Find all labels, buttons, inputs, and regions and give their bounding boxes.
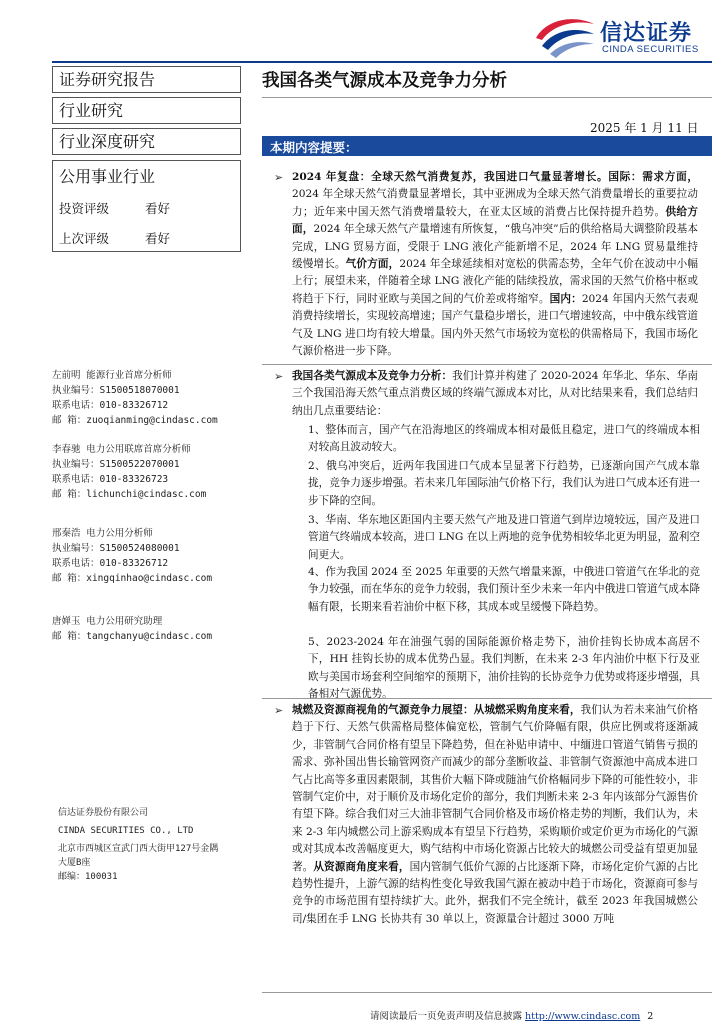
- report-date: 2025 年 1 月 11 日: [590, 121, 699, 135]
- company-address-line1: 北京市西城区宣武门西大街甲127号金隅: [58, 844, 219, 854]
- bullet-heading: 我国各类气源成本及竞争力分析：: [292, 370, 453, 382]
- company-name-en: CINDA SECURITIES CO., LTD: [58, 826, 194, 836]
- analyst-phone: 联系电话：010-83326723: [52, 474, 169, 485]
- bullet-text: 2024 年全球延续相对宽松的供需态势，全年气价在波动中小幅上行；展望未来，伴随着全球 LNG 液化产能的陆续投放，需求国的天然气价格中枢或将趋于下行，同时亚欧与美国之间的气价差或将缩窄。: [292, 258, 699, 305]
- conclusion-2: 2、俄乌冲突后，近两年我国进口气成本呈显著下行趋势，已逐渐向国产气成本靠拢，竞争力逐步增强。若未来几年国际油气价格下行，我们认为进口气成本还有进一步下降的空间。: [308, 460, 700, 507]
- analyst-block: [52, 368, 242, 428]
- summary-header: [262, 136, 712, 156]
- analyst-name-title: 左前明 能源行业首席分析师: [52, 370, 172, 381]
- company-name-cn: 信达证券股份有限公司: [58, 808, 149, 818]
- page-footer: [370, 1008, 653, 1022]
- rating-label: 投资评级: [59, 201, 110, 216]
- rating-box: [52, 160, 241, 252]
- brand-name-en: CINDA SECURITIES: [602, 44, 699, 55]
- analyst-phone: 联系电话：010-83326712: [52, 400, 169, 411]
- bullet-arrow-icon: ➢: [274, 704, 284, 717]
- company-info: [58, 806, 243, 884]
- analyst-license: 执业编号：S1500522070001: [52, 459, 180, 470]
- bullet-heading: 2024 年复盘：全球天然气消费复苏，我国进口气量显著增长。国际：需求方面，: [292, 171, 698, 183]
- bullet-text: 国内管制气低价气源的占比逐渐下降，市场化定价气源的占比趋势性提升，上游气源的结构性变化导致我国气源在被动中趋于市场化，资源商可参与竞争的市场范围有望持续扩大。此外，据我们不完全统计，截至 2023 年我国城燃公司/集团在手 LNG 长协共有 30 单以上，资源量合计超过 3000 万吨: [292, 860, 699, 925]
- page-number: 2: [647, 1011, 654, 1022]
- report-title: 我国各类气源成本及竞争力分析: [262, 71, 507, 91]
- analyst-license: 执业编号：S1500518070001: [52, 385, 180, 396]
- rating-row: [59, 199, 240, 217]
- section-divider: [262, 364, 712, 365]
- analyst-name-title: 李春驰 电力公用联席首席分析师: [52, 444, 191, 455]
- analyst-block: [52, 526, 242, 586]
- conclusion-4: 4、作为我国 2024 至 2025 年重要的天然气增量来源，中俄进口管道气在华北的竞争力较强，而在华东的竞争力较弱，我们预计至少未来一年内中俄进口管道气成本降幅有限，长期来看若油价中枢下移，其成本或呈缓慢下降趋势。: [308, 566, 700, 613]
- company-postcode: 邮编：100031: [58, 872, 118, 882]
- analyst-email[interactable]: 邮 箱：lichunchi@cindasc.com: [52, 489, 207, 500]
- bullet-text: 我们计算并构建了 2020-2024 年华北、华东、华南三个我国沿海天然气重点消费区域的终端气源成本对比，从对比结果来看，我们总结归纳出几点重要结论：: [292, 370, 699, 417]
- analyst-phone: 联系电话：010-83326712: [52, 558, 169, 569]
- report-category: 行业研究: [59, 101, 124, 120]
- analyst-name-title: 唐婵玉 电力公用研究助理: [52, 616, 163, 627]
- report-type-box: [52, 66, 241, 93]
- bullet-2024-review: [274, 169, 699, 360]
- website-link[interactable]: http://www.cindasc.com: [525, 1011, 641, 1022]
- brand-logo: [532, 14, 712, 58]
- bullet-arrow-icon: ➢: [274, 171, 284, 184]
- subcategory-box: [52, 128, 241, 155]
- header-divider: [52, 61, 712, 63]
- section-divider: [262, 698, 712, 699]
- conclusion-1: 1、整体而言，国产气在沿海地区的终端成本相对最低且稳定，进口气的终端成本相对较高且波动较大。: [308, 424, 700, 454]
- analyst-license: 执业编号：S1500524080001: [52, 543, 180, 554]
- bullet-text: 2024 年全球天然气消费量显著增长，其中亚洲成为全球天然气消费量增长的重要拉动力；近年来中国天然气消费增量较大，在亚太区域的消费占比保持提升趋势。: [292, 188, 698, 218]
- analyst-name-title: 邢秦浩 电力公用分析师: [52, 528, 153, 539]
- bullet-competitiveness-outlook: [274, 702, 699, 928]
- analyst-email[interactable]: 邮 箱：zuoqianming@cindasc.com: [52, 415, 218, 426]
- bullet-subheading: 国内：: [549, 292, 582, 305]
- report-type: 证券研究报告: [59, 70, 156, 89]
- report-subcategory: 行业深度研究: [59, 132, 156, 151]
- bullet-heading: 城燃及资源商视角的气源竞争力展望：从城燃采购角度来看，: [292, 704, 581, 716]
- summary-label: 本期内容提要：: [270, 140, 358, 155]
- category-box: [52, 97, 241, 124]
- analyst-block: [52, 442, 242, 502]
- company-address-line2: 大厦B座: [58, 858, 91, 868]
- brand-name-cn: 信达证券: [600, 21, 693, 46]
- bullet-subheading: 从资源商角度来看，: [313, 860, 410, 873]
- analyst-block: [52, 614, 242, 644]
- bullet-cost-analysis: [274, 368, 699, 420]
- bullet-text: 2024 年国内天然气表观消费持续增长，实现较高增速；国产气量稳步增长，进口气增速较高，中中俄东线管道气及 LNG 进口均有较大增量。国内外天然气市场较为宽松的供需格局下，我国市场化气源价格进一步下降。: [292, 292, 699, 358]
- rating-value: 看好: [145, 201, 171, 216]
- disclaimer-text: 请阅读最后一页免责声明及信息披露: [370, 1011, 523, 1022]
- analyst-email[interactable]: 邮 箱：tangchanyu@cindasc.com: [52, 631, 213, 642]
- conclusion-3: 3、华南、华东地区距国内主要天然气产地及进口管道气到岸边境较远，国产及进口管道气终端成本较高，进口 LNG 在以上两地的竞争优势相较华北更为明显，盈利空间更大。: [308, 514, 700, 561]
- bullet-subheading: 供给方面，: [292, 205, 698, 236]
- conclusion-5: 5、2023-2024 年在油强气弱的国际能源价格走势下，油价挂钩长协成本高居不下，HH 挂钩长协的成本优势凸显。我们判断，在未来 2-3 年内油价中枢下行及亚欧与美国市场套利空间缩窄的预期下，油价挂钩的长协竞争力优势或将逐步增强，具备相对气源优势。: [308, 636, 700, 701]
- prev-rating-row: [59, 229, 240, 247]
- bullet-text: 我们认为若未来油气价格趋于下行、天然气供需格局整体偏宽松，管制气气价降幅有限，供应比例或将逐渐减少，非管制气合同价格有望呈下降趋势，但在补贴申请中、中缅进口管道气销售亏损的需求、弥补国出售长输管网资产而减少的部分垄断收益、非管制气资源池中高成本进口气占比高等多重因素限制，其售价大幅下降或随油气价格幅同步下降的可能性较小，非管制气定价中，对于顺价及市场化定价的部分，我们判断未来 2-3 年内该部分气源售价有望下降。综合我们对三大油非管制气合同价格及市场价格走势的判断，我们认为，未来 2-3 年内城燃公司上游采购成本有望呈下行趋势，采购顺价或定价更为市场化的气源或对其成本改善幅度更大，购气结构中市场化资源占比较大的城燃公司受益有望更加显著。: [292, 704, 699, 873]
- title-divider: [262, 97, 712, 98]
- footer-divider: [262, 992, 712, 993]
- bullet-arrow-icon: ➢: [274, 370, 284, 383]
- industry-name: 公用事业行业: [59, 167, 156, 186]
- prev-rating-label: 上次评级: [59, 231, 110, 246]
- prev-rating-value: 看好: [145, 231, 171, 246]
- bullet-subheading: 气价方面，: [345, 258, 400, 271]
- logo-swoosh-icon: [532, 14, 598, 58]
- analyst-email[interactable]: 邮 箱：xingqinhao@cindasc.com: [52, 573, 213, 584]
- bullet-text: 2024 年全球天然气产量增速有所恢复，“俄乌冲突”后的供给格局大调整阶段基本完成，LNG 贸易方面，受限于 LNG 液化产能新增不足，2024 年 LNG 贸易量维持缓慢增长。: [292, 223, 698, 271]
